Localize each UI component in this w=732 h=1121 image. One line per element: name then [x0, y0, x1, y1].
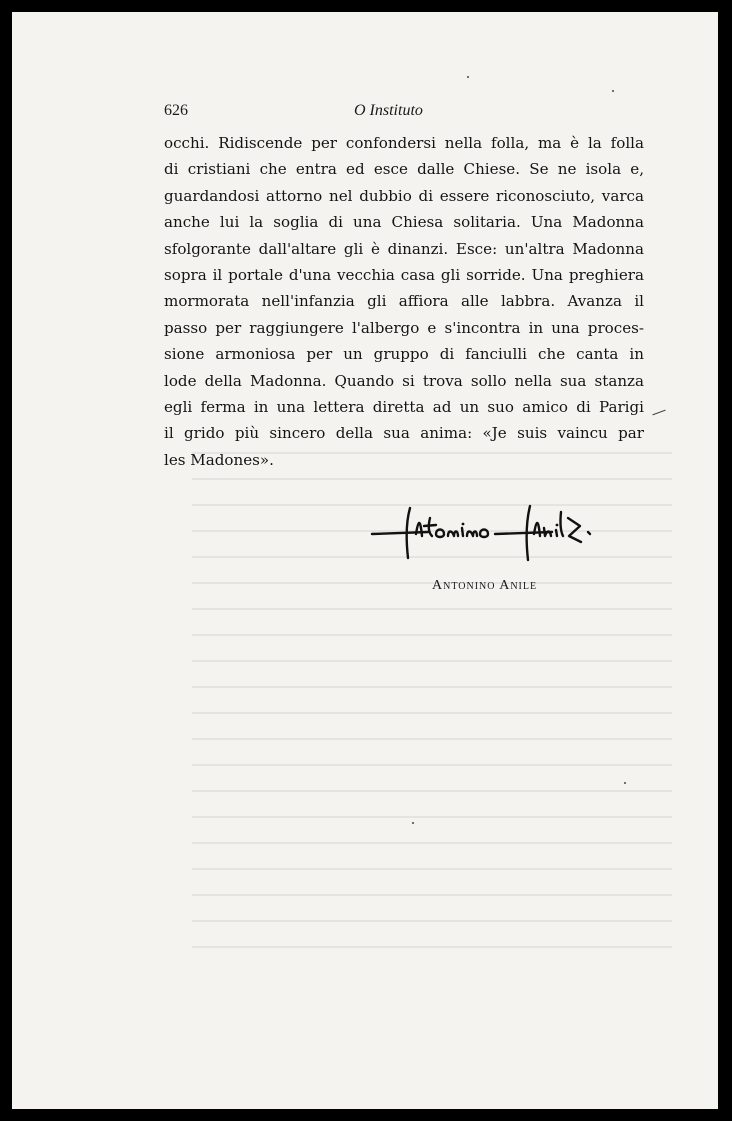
- text-line: lode della Madonna. Quando si trova sollo nella sua stanza: [164, 371, 644, 390]
- handwritten-signature: [370, 492, 610, 572]
- running-title: O Instituto: [354, 102, 423, 119]
- author-name: Antonino Anile: [432, 578, 538, 593]
- text-line: il grido più sincero della sua anima: «Je suis vaincu par: [164, 424, 644, 443]
- text-line: di cristiani che entra ed esce dalle Chiese. Se ne isola e,: [164, 160, 644, 179]
- text-line: anche lui la soglia di una Chiesa solitaria. Una Madonna: [164, 213, 644, 232]
- text-line: passo per raggiungere l'albergo e s'incontra in una proces-: [164, 318, 644, 337]
- text-line: guardandosi attorno nel dubbio di essere riconosciuto, varca: [164, 186, 644, 205]
- page-number: 626: [164, 102, 188, 119]
- body-paragraph: [164, 130, 644, 473]
- text-line: egli ferma in una lettera diretta ad un suo amico di Parigi: [164, 398, 644, 417]
- text-line: les Madones».: [164, 450, 274, 469]
- text-line: sfolgorante dall'altare gli è dinanzi. Esce: un'altra Madonna: [164, 239, 644, 258]
- page-header: [164, 102, 654, 126]
- text-line: sopra il portale d'una vecchia casa gli sorride. Una preghiera: [164, 266, 644, 285]
- text-line: sione armoniosa per un gruppo di fanciulli che canta in: [164, 345, 644, 364]
- text-line: mormorata nell'infanzia gli affiora alle labbra. Avanza il: [164, 292, 644, 311]
- text-line: occhi. Ridiscende per confondersi nella folla, ma è la folla: [164, 134, 644, 152]
- document-page: [12, 12, 718, 1109]
